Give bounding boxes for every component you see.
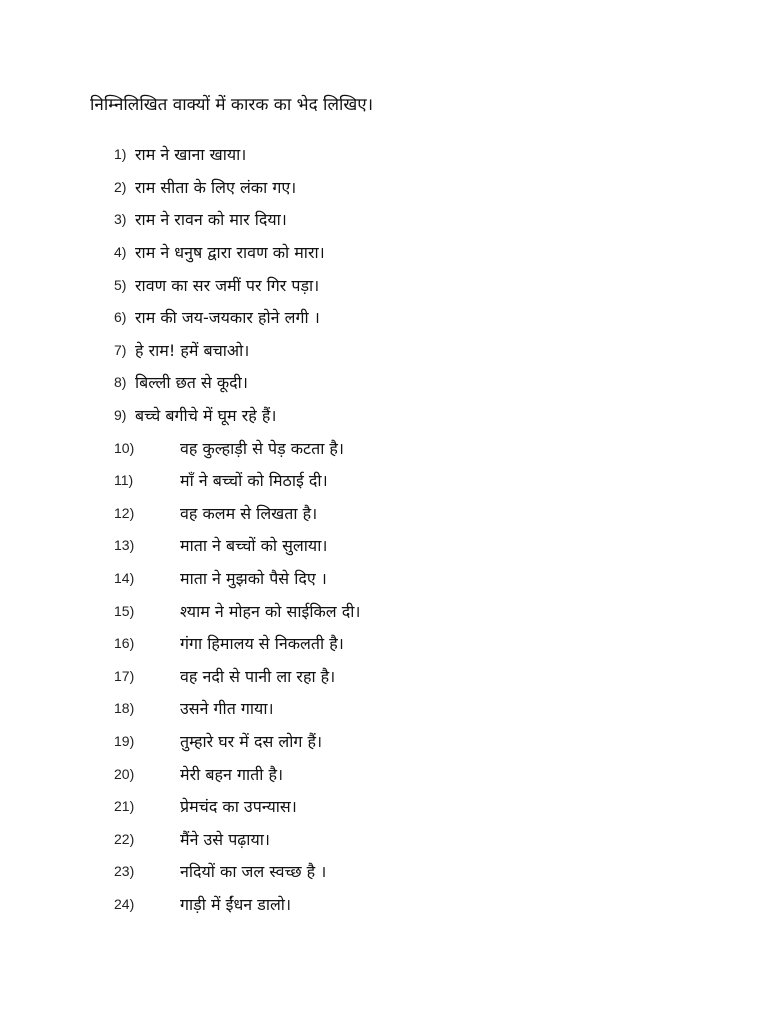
item-number: 23) bbox=[114, 863, 135, 880]
list-item bbox=[114, 138, 734, 171]
item-text: राम ने रावन को मार दिया। bbox=[135, 210, 287, 230]
item-text: राम की जय-जयकार होने लगी । bbox=[135, 308, 320, 328]
item-number: 16) bbox=[114, 635, 135, 652]
item-text: गाड़ी में ईंधन डालो। bbox=[180, 894, 292, 914]
item-text: हे राम! हमें बचाओ। bbox=[135, 340, 250, 360]
list-item bbox=[114, 203, 734, 236]
list-item bbox=[114, 236, 734, 269]
item-number: 11) bbox=[114, 472, 134, 489]
item-number: 5) bbox=[114, 276, 127, 293]
list-item bbox=[114, 171, 734, 204]
item-number: 22) bbox=[114, 830, 135, 847]
item-text: मेरी बहन गाती है। bbox=[180, 764, 284, 784]
item-text: राम सीता के लिए लंका गए। bbox=[135, 177, 297, 197]
item-number: 1) bbox=[114, 146, 127, 163]
item-text: वह कुल्हाड़ी से पेड़ कटता है। bbox=[180, 438, 344, 458]
worksheet-heading: निम्निलिखित वाक्यों में कारक का भेद लिखिए। bbox=[90, 95, 374, 115]
item-number: 21) bbox=[114, 798, 135, 815]
item-number: 7) bbox=[114, 341, 127, 358]
item-text: प्रेमचंद का उपन्यास। bbox=[180, 797, 297, 817]
list-item bbox=[114, 301, 734, 334]
list-item bbox=[114, 562, 734, 595]
list-item bbox=[114, 660, 734, 693]
item-number: 14) bbox=[114, 570, 135, 587]
sentence-list bbox=[114, 138, 734, 920]
list-item bbox=[114, 594, 734, 627]
item-number: 9) bbox=[114, 407, 127, 424]
list-item bbox=[114, 399, 734, 432]
item-number: 3) bbox=[114, 211, 127, 228]
item-text: वह कलम से लिखता है। bbox=[180, 503, 318, 523]
list-item bbox=[114, 725, 734, 758]
item-number: 12) bbox=[114, 504, 135, 521]
list-item bbox=[114, 790, 734, 823]
item-text: बिल्ली छत से कूदी। bbox=[135, 373, 248, 393]
item-number: 15) bbox=[114, 602, 135, 619]
item-number: 18) bbox=[114, 700, 135, 717]
list-item bbox=[114, 757, 734, 790]
item-text: गंगा हिमालय से निकलती है। bbox=[180, 634, 344, 654]
item-number: 10) bbox=[114, 439, 135, 456]
list-item bbox=[114, 431, 734, 464]
item-text: राम ने खाना खाया। bbox=[135, 145, 247, 165]
item-text: रावण का सर जमीं पर गिर पड़ा। bbox=[135, 275, 320, 295]
item-text: वह नदी से पानी ला रहा है। bbox=[180, 666, 336, 686]
list-item bbox=[114, 497, 734, 530]
list-item bbox=[114, 822, 734, 855]
item-text: तुम्हारे घर में दस लोग हैं। bbox=[180, 731, 323, 751]
item-number: 13) bbox=[114, 537, 135, 554]
list-item bbox=[114, 529, 734, 562]
list-item bbox=[114, 334, 734, 367]
item-text: नदियों का जल स्वच्छ है । bbox=[180, 862, 327, 882]
item-text: माँ ने बच्चों को मिठाई दी। bbox=[180, 471, 328, 491]
item-text: मैंने उसे पढ़ाया। bbox=[180, 829, 270, 849]
item-text: राम ने धनुष द्वारा रावण को मारा। bbox=[135, 243, 325, 263]
item-text: माता ने मुझको पैसे दिए । bbox=[180, 569, 327, 589]
item-number: 20) bbox=[114, 765, 135, 782]
list-item bbox=[114, 366, 734, 399]
item-text: माता ने बच्चों को सुलाया। bbox=[180, 536, 328, 556]
list-item bbox=[114, 627, 734, 660]
item-number: 17) bbox=[114, 667, 135, 684]
item-number: 8) bbox=[114, 374, 127, 391]
item-number: 4) bbox=[114, 244, 127, 261]
item-text: बच्चे बगीचे में घूम रहे हैं। bbox=[135, 406, 277, 426]
item-number: 24) bbox=[114, 895, 135, 912]
list-item bbox=[114, 268, 734, 301]
item-number: 19) bbox=[114, 732, 135, 749]
list-item bbox=[114, 692, 734, 725]
item-number: 6) bbox=[114, 309, 127, 326]
list-item bbox=[114, 464, 734, 497]
list-item bbox=[114, 855, 734, 888]
item-number: 2) bbox=[114, 178, 127, 195]
list-item bbox=[114, 888, 734, 921]
item-text: उसने गीत गाया। bbox=[180, 699, 274, 719]
item-text: श्याम ने मोहन को साईकिल दी। bbox=[180, 601, 361, 621]
